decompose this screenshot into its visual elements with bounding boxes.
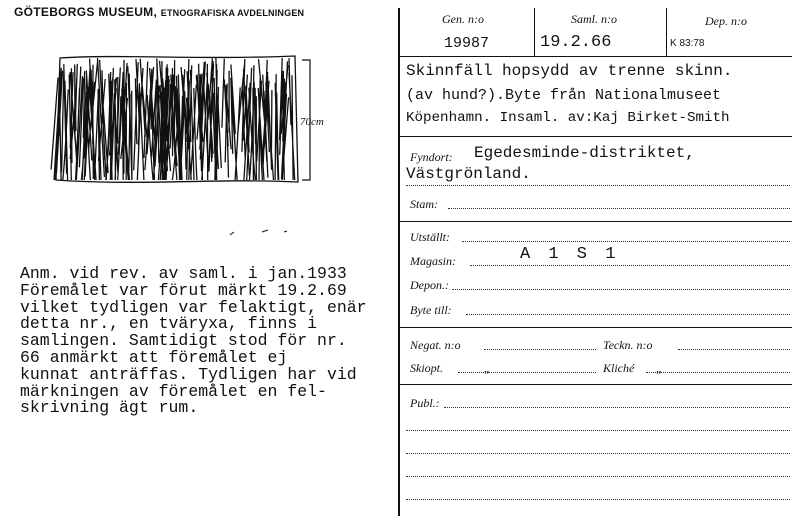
utstallt-dotline: [462, 241, 790, 242]
byte-label: Byte till:: [410, 303, 452, 317]
card-divider: [398, 8, 400, 516]
revision-note: Anm. vid rev. av saml. i jan.1933 Föremålet var förut märkt 19.2.69 vilket tydligen var felaktigt, enär detta nr., en tväryxa, finns i samlingen. Samtidigt stod för nr. 66 anmärkt att föremålet ej kunnat anträffas. Tydligen har vid märkningen av föremålet en fel- skrivning ägt rum.: [20, 264, 367, 418]
fyndort-label: Fyndort:: [410, 150, 453, 164]
stam-label: Stam:: [410, 197, 438, 211]
rug-sketch: [40, 50, 340, 250]
description-line-1: Skinnfäll hopsydd av trenne skinn.: [406, 62, 733, 80]
museum-name: GÖTEBORGS MUSEUM,: [14, 5, 158, 19]
gen-number: 19987: [444, 35, 490, 52]
kliche-mark: „: [656, 361, 663, 375]
col-divider-2: [666, 8, 667, 56]
skiopt-mark: „: [484, 361, 491, 375]
publ-dotline-2: [406, 430, 790, 431]
department-name: ETNOGRAFISKA AVDELNINGEN: [160, 8, 305, 18]
publ-dotline-1: [444, 407, 790, 408]
section-divider-3: [400, 327, 792, 328]
depon-label: Depon.:: [410, 278, 449, 292]
utstallt-label: Utställt:: [410, 230, 451, 244]
byte-dotline: [466, 314, 790, 315]
stam-dotline: [448, 208, 790, 209]
fyndort-dotline: [406, 185, 790, 186]
row-divider: [400, 56, 792, 57]
section-divider: [400, 136, 792, 137]
publ-dotline-3: [406, 453, 790, 454]
publ-dotline-4: [406, 476, 790, 477]
teckn-dotline: [678, 349, 790, 350]
skiopt-dotline: [458, 372, 596, 373]
publ-label: Publ.:: [410, 396, 440, 410]
kliche-label: Kliché: [603, 361, 635, 375]
depon-dotline: [452, 289, 790, 290]
col-divider-1: [534, 8, 535, 56]
negat-label: Negat. n:o: [410, 338, 461, 352]
publ-dotline-5: [406, 499, 790, 500]
museum-header: [14, 5, 304, 19]
dep-label: Dep. n:o: [705, 14, 747, 28]
description-line-3: Köpenhamn. Insaml. av:Kaj Birket-Smith: [406, 110, 730, 126]
dep-number: K 83:78: [670, 38, 705, 49]
dimension-label: 70cm: [300, 116, 324, 128]
section-divider-2: [400, 221, 792, 222]
magasin-label: Magasin:: [410, 254, 456, 268]
fyndort-line-1: Egedesminde-distriktet,: [474, 144, 695, 162]
magasin-dotline: [470, 265, 790, 266]
gen-label: Gen. n:o: [442, 12, 484, 26]
magasin-value: A 1 S 1: [520, 245, 620, 264]
description-line-2: (av hund?).Byte från Nationalmuseet: [406, 87, 722, 104]
teckn-label: Teckn. n:o: [603, 338, 653, 352]
fyndort-line-2: Västgrönland.: [406, 165, 531, 183]
kliche-dotline: [646, 372, 790, 373]
skiopt-label: Skiopt.: [410, 361, 443, 375]
negat-dotline: [484, 349, 596, 350]
section-divider-4: [400, 384, 792, 385]
saml-label: Saml. n:o: [571, 12, 617, 26]
saml-number: 19.2.66: [540, 33, 612, 52]
